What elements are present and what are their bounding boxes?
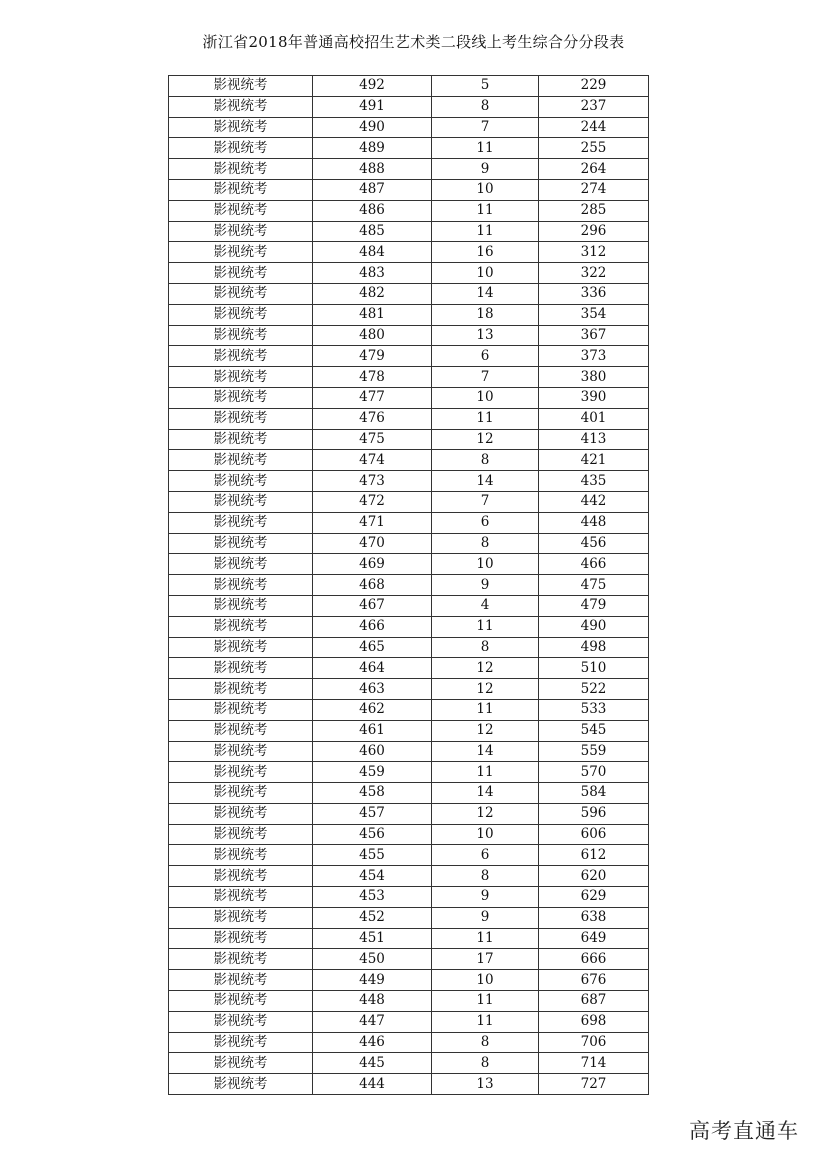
table-row bbox=[169, 242, 649, 263]
score-cell: 460 bbox=[313, 741, 432, 762]
category-cell: 影视统考 bbox=[169, 824, 313, 845]
table-row bbox=[169, 887, 649, 908]
score-cell: 471 bbox=[313, 512, 432, 533]
score-cell: 472 bbox=[313, 491, 432, 512]
category-cell: 影视统考 bbox=[169, 221, 313, 242]
category-cell: 影视统考 bbox=[169, 1053, 313, 1074]
cumulative-cell: 442 bbox=[539, 491, 649, 512]
cumulative-cell: 479 bbox=[539, 595, 649, 616]
category-cell: 影视统考 bbox=[169, 450, 313, 471]
category-cell: 影视统考 bbox=[169, 762, 313, 783]
cumulative-cell: 698 bbox=[539, 1011, 649, 1032]
cumulative-cell: 456 bbox=[539, 533, 649, 554]
cumulative-cell: 559 bbox=[539, 741, 649, 762]
count-cell: 5 bbox=[432, 76, 539, 97]
cumulative-cell: 255 bbox=[539, 138, 649, 159]
table-row bbox=[169, 803, 649, 824]
table-row bbox=[169, 970, 649, 991]
page-title: 浙江省2018年普通高校招生艺术类二段线上考生综合分分段表 bbox=[202, 33, 625, 51]
cumulative-cell: 584 bbox=[539, 783, 649, 804]
score-cell: 448 bbox=[313, 991, 432, 1012]
watermark-logo: 高考直通车 bbox=[689, 1119, 799, 1143]
count-cell: 11 bbox=[432, 699, 539, 720]
count-cell: 8 bbox=[432, 866, 539, 887]
cumulative-cell: 435 bbox=[539, 471, 649, 492]
category-cell: 影视统考 bbox=[169, 949, 313, 970]
count-cell: 4 bbox=[432, 595, 539, 616]
table-row bbox=[169, 616, 649, 637]
cumulative-cell: 498 bbox=[539, 637, 649, 658]
table-row bbox=[169, 762, 649, 783]
count-cell: 11 bbox=[432, 762, 539, 783]
score-cell: 485 bbox=[313, 221, 432, 242]
category-cell: 影视统考 bbox=[169, 387, 313, 408]
score-cell: 452 bbox=[313, 907, 432, 928]
cumulative-cell: 606 bbox=[539, 824, 649, 845]
cumulative-cell: 714 bbox=[539, 1053, 649, 1074]
count-cell: 7 bbox=[432, 117, 539, 138]
cumulative-cell: 510 bbox=[539, 658, 649, 679]
table-row bbox=[169, 491, 649, 512]
cumulative-cell: 421 bbox=[539, 450, 649, 471]
count-cell: 14 bbox=[432, 741, 539, 762]
cumulative-cell: 390 bbox=[539, 387, 649, 408]
count-cell: 11 bbox=[432, 408, 539, 429]
category-cell: 影视统考 bbox=[169, 637, 313, 658]
table-row bbox=[169, 283, 649, 304]
cumulative-cell: 676 bbox=[539, 970, 649, 991]
category-cell: 影视统考 bbox=[169, 575, 313, 596]
table-row bbox=[169, 429, 649, 450]
category-cell: 影视统考 bbox=[169, 283, 313, 304]
table-row bbox=[169, 845, 649, 866]
table-row bbox=[169, 1032, 649, 1053]
category-cell: 影视统考 bbox=[169, 179, 313, 200]
score-cell: 475 bbox=[313, 429, 432, 450]
count-cell: 10 bbox=[432, 387, 539, 408]
count-cell: 9 bbox=[432, 887, 539, 908]
score-cell: 492 bbox=[313, 76, 432, 97]
score-cell: 477 bbox=[313, 387, 432, 408]
cumulative-cell: 649 bbox=[539, 928, 649, 949]
score-cell: 461 bbox=[313, 720, 432, 741]
count-cell: 9 bbox=[432, 575, 539, 596]
cumulative-cell: 285 bbox=[539, 200, 649, 221]
cumulative-cell: 687 bbox=[539, 991, 649, 1012]
count-cell: 10 bbox=[432, 554, 539, 575]
table-row bbox=[169, 76, 649, 97]
count-cell: 14 bbox=[432, 471, 539, 492]
table-row bbox=[169, 595, 649, 616]
count-cell: 12 bbox=[432, 803, 539, 824]
table-row bbox=[169, 824, 649, 845]
table-row bbox=[169, 159, 649, 180]
table-row bbox=[169, 533, 649, 554]
table-row bbox=[169, 387, 649, 408]
category-cell: 影视统考 bbox=[169, 117, 313, 138]
category-cell: 影视统考 bbox=[169, 741, 313, 762]
category-cell: 影视统考 bbox=[169, 928, 313, 949]
cumulative-cell: 413 bbox=[539, 429, 649, 450]
count-cell: 11 bbox=[432, 138, 539, 159]
score-cell: 470 bbox=[313, 533, 432, 554]
score-cell: 469 bbox=[313, 554, 432, 575]
cumulative-cell: 322 bbox=[539, 263, 649, 284]
score-cell: 450 bbox=[313, 949, 432, 970]
category-cell: 影视统考 bbox=[169, 658, 313, 679]
category-cell: 影视统考 bbox=[169, 471, 313, 492]
category-cell: 影视统考 bbox=[169, 512, 313, 533]
cumulative-cell: 296 bbox=[539, 221, 649, 242]
table-row bbox=[169, 575, 649, 596]
category-cell: 影视统考 bbox=[169, 76, 313, 97]
count-cell: 8 bbox=[432, 1032, 539, 1053]
count-cell: 8 bbox=[432, 637, 539, 658]
count-cell: 12 bbox=[432, 658, 539, 679]
category-cell: 影视统考 bbox=[169, 200, 313, 221]
score-cell: 463 bbox=[313, 679, 432, 700]
score-cell: 445 bbox=[313, 1053, 432, 1074]
count-cell: 10 bbox=[432, 824, 539, 845]
category-cell: 影视统考 bbox=[169, 991, 313, 1012]
table-row bbox=[169, 1011, 649, 1032]
table-row bbox=[169, 367, 649, 388]
score-cell: 462 bbox=[313, 699, 432, 720]
table-row bbox=[169, 699, 649, 720]
count-cell: 6 bbox=[432, 845, 539, 866]
score-cell: 458 bbox=[313, 783, 432, 804]
table-row bbox=[169, 471, 649, 492]
cumulative-cell: 264 bbox=[539, 159, 649, 180]
table-row bbox=[169, 179, 649, 200]
category-cell: 影视统考 bbox=[169, 907, 313, 928]
count-cell: 11 bbox=[432, 991, 539, 1012]
cumulative-cell: 373 bbox=[539, 346, 649, 367]
score-cell: 454 bbox=[313, 866, 432, 887]
cumulative-cell: 666 bbox=[539, 949, 649, 970]
cumulative-cell: 475 bbox=[539, 575, 649, 596]
category-cell: 影视统考 bbox=[169, 491, 313, 512]
count-cell: 14 bbox=[432, 283, 539, 304]
category-cell: 影视统考 bbox=[169, 429, 313, 450]
table-row bbox=[169, 658, 649, 679]
cumulative-cell: 596 bbox=[539, 803, 649, 824]
score-cell: 453 bbox=[313, 887, 432, 908]
score-cell: 480 bbox=[313, 325, 432, 346]
table-row bbox=[169, 991, 649, 1012]
table-row bbox=[169, 949, 649, 970]
cumulative-cell: 612 bbox=[539, 845, 649, 866]
count-cell: 17 bbox=[432, 949, 539, 970]
count-cell: 14 bbox=[432, 783, 539, 804]
category-cell: 影视统考 bbox=[169, 554, 313, 575]
cumulative-cell: 244 bbox=[539, 117, 649, 138]
score-cell: 444 bbox=[313, 1074, 432, 1095]
table-body bbox=[169, 76, 649, 1095]
score-cell: 478 bbox=[313, 367, 432, 388]
category-cell: 影视统考 bbox=[169, 970, 313, 991]
count-cell: 13 bbox=[432, 325, 539, 346]
category-cell: 影视统考 bbox=[169, 533, 313, 554]
category-cell: 影视统考 bbox=[169, 595, 313, 616]
score-cell: 481 bbox=[313, 304, 432, 325]
score-cell: 464 bbox=[313, 658, 432, 679]
score-cell: 455 bbox=[313, 845, 432, 866]
category-cell: 影视统考 bbox=[169, 845, 313, 866]
count-cell: 11 bbox=[432, 928, 539, 949]
score-cell: 473 bbox=[313, 471, 432, 492]
category-cell: 影视统考 bbox=[169, 887, 313, 908]
cumulative-cell: 570 bbox=[539, 762, 649, 783]
cumulative-cell: 629 bbox=[539, 887, 649, 908]
cumulative-cell: 380 bbox=[539, 367, 649, 388]
cumulative-cell: 638 bbox=[539, 907, 649, 928]
count-cell: 7 bbox=[432, 491, 539, 512]
table-row bbox=[169, 907, 649, 928]
table-row bbox=[169, 408, 649, 429]
table-row bbox=[169, 512, 649, 533]
count-cell: 6 bbox=[432, 346, 539, 367]
category-cell: 影视统考 bbox=[169, 242, 313, 263]
count-cell: 9 bbox=[432, 159, 539, 180]
count-cell: 10 bbox=[432, 179, 539, 200]
category-cell: 影视统考 bbox=[169, 699, 313, 720]
score-cell: 468 bbox=[313, 575, 432, 596]
cumulative-cell: 274 bbox=[539, 179, 649, 200]
count-cell: 10 bbox=[432, 263, 539, 284]
count-cell: 8 bbox=[432, 533, 539, 554]
score-cell: 490 bbox=[313, 117, 432, 138]
cumulative-cell: 620 bbox=[539, 866, 649, 887]
table-row bbox=[169, 346, 649, 367]
table-row bbox=[169, 200, 649, 221]
score-cell: 489 bbox=[313, 138, 432, 159]
category-cell: 影视统考 bbox=[169, 616, 313, 637]
table-row bbox=[169, 117, 649, 138]
cumulative-cell: 522 bbox=[539, 679, 649, 700]
score-cell: 488 bbox=[313, 159, 432, 180]
score-cell: 451 bbox=[313, 928, 432, 949]
cumulative-cell: 533 bbox=[539, 699, 649, 720]
table-row bbox=[169, 138, 649, 159]
category-cell: 影视统考 bbox=[169, 783, 313, 804]
cumulative-cell: 336 bbox=[539, 283, 649, 304]
table-row bbox=[169, 304, 649, 325]
cumulative-cell: 706 bbox=[539, 1032, 649, 1053]
cumulative-cell: 466 bbox=[539, 554, 649, 575]
table-row bbox=[169, 679, 649, 700]
count-cell: 6 bbox=[432, 512, 539, 533]
count-cell: 13 bbox=[432, 1074, 539, 1095]
score-cell: 456 bbox=[313, 824, 432, 845]
category-cell: 影视统考 bbox=[169, 367, 313, 388]
table-row bbox=[169, 325, 649, 346]
cumulative-cell: 354 bbox=[539, 304, 649, 325]
count-cell: 11 bbox=[432, 1011, 539, 1032]
cumulative-cell: 312 bbox=[539, 242, 649, 263]
cumulative-cell: 237 bbox=[539, 96, 649, 117]
category-cell: 影视统考 bbox=[169, 96, 313, 117]
score-cell: 479 bbox=[313, 346, 432, 367]
cumulative-cell: 727 bbox=[539, 1074, 649, 1095]
count-cell: 11 bbox=[432, 200, 539, 221]
category-cell: 影视统考 bbox=[169, 866, 313, 887]
category-cell: 影视统考 bbox=[169, 1011, 313, 1032]
score-cell: 476 bbox=[313, 408, 432, 429]
score-cell: 465 bbox=[313, 637, 432, 658]
score-cell: 459 bbox=[313, 762, 432, 783]
category-cell: 影视统考 bbox=[169, 408, 313, 429]
category-cell: 影视统考 bbox=[169, 1032, 313, 1053]
table-row bbox=[169, 866, 649, 887]
count-cell: 11 bbox=[432, 616, 539, 637]
score-cell: 486 bbox=[313, 200, 432, 221]
category-cell: 影视统考 bbox=[169, 803, 313, 824]
table-row bbox=[169, 1074, 649, 1095]
score-cell: 483 bbox=[313, 263, 432, 284]
count-cell: 8 bbox=[432, 450, 539, 471]
count-cell: 11 bbox=[432, 221, 539, 242]
cumulative-cell: 401 bbox=[539, 408, 649, 429]
score-cell: 447 bbox=[313, 1011, 432, 1032]
category-cell: 影视统考 bbox=[169, 679, 313, 700]
table-row bbox=[169, 450, 649, 471]
category-cell: 影视统考 bbox=[169, 263, 313, 284]
count-cell: 16 bbox=[432, 242, 539, 263]
category-cell: 影视统考 bbox=[169, 1074, 313, 1095]
score-cell: 474 bbox=[313, 450, 432, 471]
score-distribution-table bbox=[168, 75, 649, 1095]
score-cell: 487 bbox=[313, 179, 432, 200]
category-cell: 影视统考 bbox=[169, 720, 313, 741]
table-row bbox=[169, 96, 649, 117]
category-cell: 影视统考 bbox=[169, 138, 313, 159]
count-cell: 9 bbox=[432, 907, 539, 928]
score-cell: 457 bbox=[313, 803, 432, 824]
score-cell: 467 bbox=[313, 595, 432, 616]
cumulative-cell: 367 bbox=[539, 325, 649, 346]
score-cell: 449 bbox=[313, 970, 432, 991]
count-cell: 8 bbox=[432, 96, 539, 117]
count-cell: 12 bbox=[432, 720, 539, 741]
table-row bbox=[169, 720, 649, 741]
count-cell: 10 bbox=[432, 970, 539, 991]
cumulative-cell: 490 bbox=[539, 616, 649, 637]
score-cell: 446 bbox=[313, 1032, 432, 1053]
count-cell: 12 bbox=[432, 429, 539, 450]
table-row bbox=[169, 928, 649, 949]
count-cell: 18 bbox=[432, 304, 539, 325]
category-cell: 影视统考 bbox=[169, 159, 313, 180]
category-cell: 影视统考 bbox=[169, 325, 313, 346]
cumulative-cell: 229 bbox=[539, 76, 649, 97]
cumulative-cell: 545 bbox=[539, 720, 649, 741]
count-cell: 7 bbox=[432, 367, 539, 388]
table-row bbox=[169, 637, 649, 658]
category-cell: 影视统考 bbox=[169, 346, 313, 367]
table-row bbox=[169, 783, 649, 804]
count-cell: 12 bbox=[432, 679, 539, 700]
table-row bbox=[169, 741, 649, 762]
cumulative-cell: 448 bbox=[539, 512, 649, 533]
table-row bbox=[169, 1053, 649, 1074]
table-row bbox=[169, 554, 649, 575]
score-cell: 491 bbox=[313, 96, 432, 117]
score-cell: 466 bbox=[313, 616, 432, 637]
table-row bbox=[169, 221, 649, 242]
count-cell: 8 bbox=[432, 1053, 539, 1074]
score-cell: 482 bbox=[313, 283, 432, 304]
score-cell: 484 bbox=[313, 242, 432, 263]
category-cell: 影视统考 bbox=[169, 304, 313, 325]
table-row bbox=[169, 263, 649, 284]
